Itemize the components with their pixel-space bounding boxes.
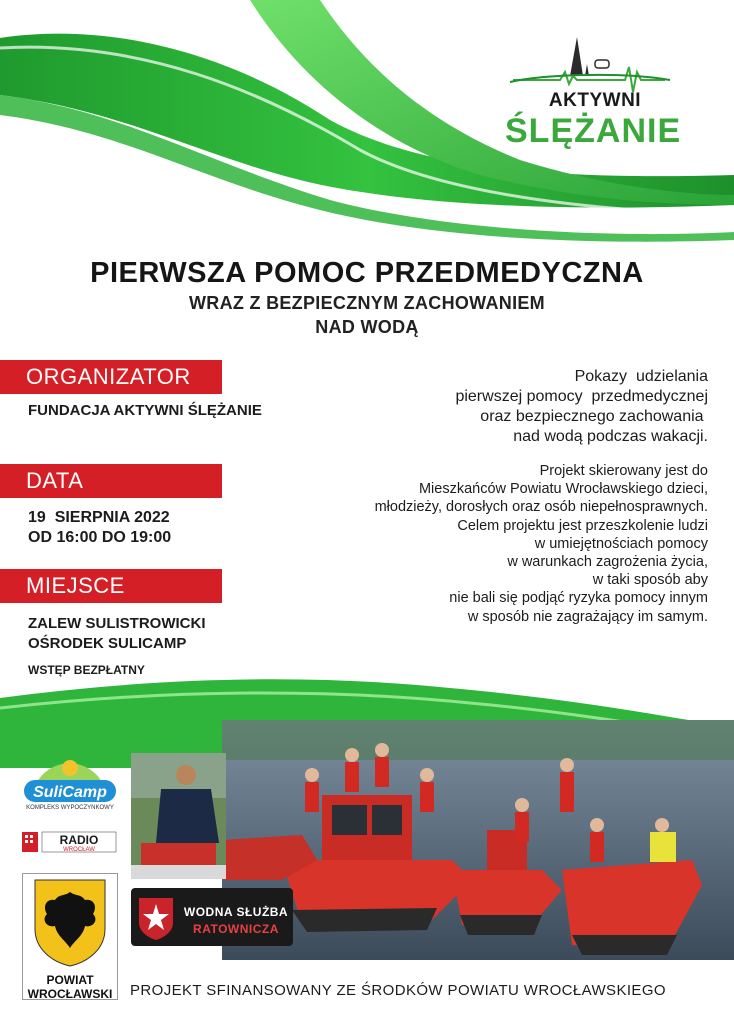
paragraph-line: Celem projektu jest przeszkolenie ludzi [457, 517, 708, 534]
poster-title: PIERWSZA POMOC PRZEDMEDYCZNA [90, 257, 644, 289]
logo-text-aktywni: AKTYWNI [548, 90, 642, 111]
paragraph-line: Mieszkańców Powiatu Wrocławskiego dzieci, [418, 481, 708, 498]
paragraph-line: nad wodą podczas wakacji. [513, 428, 708, 445]
paragraph-line: w taki sposób aby [592, 572, 708, 589]
organizer-value: FUNDACJA AKTYWNI ŚLĘŻANIE [28, 402, 262, 419]
date-value: 19 SIERPNIA 2022 [28, 509, 170, 526]
funding-footer: PROJEKT SFINANSOWANY ZE ŚRODKÓW POWIATU WROCŁAWSKIEGO [130, 982, 666, 999]
paragraph-line: oraz bezpiecznego zachowania [480, 408, 708, 425]
sulicamp-name: SuliCamp [33, 784, 107, 801]
organizer-label: ORGANIZATOR [0, 360, 222, 394]
paragraph-line: pierwszej pomocy przedmedycznej [455, 388, 708, 405]
description-paragraph-1 [455, 367, 708, 447]
powiat-text-line1: POWIAT [46, 973, 94, 987]
powiat-text-line2: WROCŁAWSKI [27, 987, 113, 1001]
radio-wroclaw-logo [22, 830, 118, 856]
radio-name: RADIO [59, 833, 99, 847]
wsr-text-line1: WODNA SŁUŻBA [183, 905, 289, 919]
poster-subtitle-line1: WRAZ Z BEZPIECZNYM ZACHOWANIEM [189, 293, 545, 313]
paragraph-line: Pokazy udzielania [574, 368, 708, 385]
sulicamp-logo [22, 752, 118, 812]
paragraph-line: w sposób nie zagrażający im samym. [467, 608, 708, 625]
place-value-line1: ZALEW SULISTROWICKI [28, 615, 206, 632]
time-value: OD 16:00 DO 19:00 [28, 529, 172, 546]
eagle-coat-of-arms-icon [23, 874, 117, 969]
paragraph-line: w warunkach zagrożenia życia, [507, 554, 708, 571]
radio-city: WROCŁAW [63, 847, 95, 853]
description-paragraph-2 [375, 462, 708, 626]
logo-text-slezanie: ŚLĘŻANIE [505, 112, 682, 150]
sulicamp-tagline: KOMPLEKS WYPOCZYNKOWY [26, 805, 114, 811]
paragraph-line: Projekt skierowany jest do [539, 463, 708, 479]
place-label: MIEJSCE [0, 569, 222, 603]
paragraph-line: nie bali się podjąć ryzyka pomocy innym [449, 590, 708, 607]
wsr-text-line2: RATOWNICZA [193, 922, 279, 936]
date-label: DATA [0, 464, 222, 498]
paragraph-line: młodzieży, dorosłych oraz osób niepełnosprawnych. [374, 499, 708, 516]
free-entry-note: WSTĘP BEZPŁATNY [28, 663, 145, 677]
rescuer-photo [131, 753, 226, 879]
place-value-line2: OŚRODEK SULICAMP [28, 635, 187, 652]
paragraph-line: w umiejętnościach pomocy [534, 535, 708, 552]
poster-subtitle-line2: NAD WODĄ [315, 317, 419, 337]
rescue-boats-photo [222, 720, 734, 960]
